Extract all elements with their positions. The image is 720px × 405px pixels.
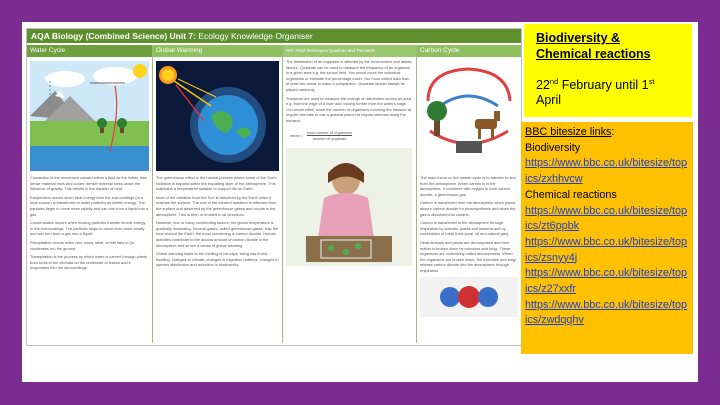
topic-info-box — [524, 24, 692, 117]
carbon-cycle-heading: Carbon Cycle — [417, 45, 521, 57]
links-heading — [525, 125, 689, 141]
quadrats-heading: RPI: Field Techniques Quadrats and Transects — [283, 45, 416, 57]
organiser-title-rest: Ecology Knowledge Organiser — [195, 31, 313, 41]
global-warming-text-3: However, due to many contributing factors, the global temperature is gradually increasing. Several gases, called greenhouse gases, trap the heat around the Earth; the most concerning is carbon dioxide. Human activities contribute to the accuss amount of carbon dioxide in the atmosphere and so are a cause of global warming. — [156, 220, 279, 248]
date-day: 22 — [536, 78, 550, 93]
water-cycle-column — [27, 45, 153, 343]
quadrats-text-2: Transects are used to measure the change of distribution across an area e.g. from the edge of a river and moving further from the water's edge. You would either count the number of organisms touching the transect at regular intervals or use a quadrat placed at regular intervals along the transect. — [286, 95, 412, 123]
chemical-link-1[interactable]: https://www.bbc.co.uk/bitesize/topics/zt6ppbk — [525, 204, 688, 233]
greenhouse-diagram — [156, 61, 279, 171]
date-suffix-2: st — [648, 77, 655, 86]
chemical-reactions-label: Chemical reactions — [525, 188, 617, 201]
topic-title-line-2: Chemical reactions — [536, 47, 651, 61]
carbon-cycle-text-4: Dead animals and plants are decomposed and their matter is broken down by microbes and fungi. These organisms are collectively called decomposers. When the organisms are broken down, the microbes and fungi release carbon dioxide into the atmosphere through respiration. — [420, 239, 517, 273]
global-warming-text-2: Most of the radiation from the Sun is absorbed by the Earth when it reaches the surface. The rest of the infrared radiation is reflected from the surface and absorbed by the greenhouse gases and clouds in the atmosphere. This is then re-emitted in all directions. — [156, 194, 277, 217]
global-warming-column — [153, 45, 283, 343]
carbon-cycle-diagram — [420, 61, 518, 171]
global-warming-text-4: Global warming leads to the melting of ice caps, rising sea levels, flooding, changes to climate, changes in migration patterns, changes in species distribution and reduction in biodiversity. — [156, 251, 279, 268]
quadrat-photo — [286, 148, 413, 266]
organiser-title-bold: AQA Biology (Combined Science) Unit 7: — [31, 31, 196, 41]
biodiversity-link[interactable]: https://www.bbc.co.uk/bitesize/topics/zxhhvcw — [525, 157, 688, 186]
carbon-cycle-text-1: The main focus on the carbon cycle is to transfer to and from the atmosphere. When carbon is in the atmosphere, it combines with oxygen to form carbon dioxide, a greenhouse gas. — [420, 175, 516, 197]
water-cycle-text-3: Condensation occurs when moving particles transfer kinetic energy to the surroundings. The particles begin to move even more slowly and can turn from a gas into a liquid. — [30, 220, 146, 237]
global-warming-heading: Global Warming — [153, 45, 282, 57]
global-warming-text-1: The greenhouse effect is the natural process where some of the Sun's radiation is trapped within the insulating layer of the atmosphere. This maintains a temperature suitable to support life on Earth. — [156, 175, 277, 192]
water-cycle-text-4: Precipitation occurs when rain, snow, sleet, or hail falls to (or condenses on) the ground. — [30, 239, 135, 251]
water-cycle-text-2: Evaporation occurs when heat energy from the surroundings (or a heat source) is transferred to water particles as kinetic energy. The particles begin to move more rapidly and can turn from a liquid into a gas. — [30, 194, 149, 217]
water-cycle-text-5: Transpiration is the process by which water is carried through plants from roots to the stomata on the underside of leaves and it evaporates into the surroundings. — [30, 254, 148, 271]
chemical-link-2[interactable]: https://www.bbc.co.uk/bitesize/topics/zsnyy4j — [525, 235, 688, 264]
water-cycle-diagram — [30, 61, 149, 171]
organiser-title — [27, 29, 521, 43]
links-heading-colon: : — [611, 126, 615, 138]
biodiversity-label: Biodiversity — [525, 141, 581, 154]
water-cycle-text-1: Convection is the movement caused within a fluid as the hotter, less dense material rises and colder, denser material sinks under the influence of gravity. This results in the transfer of heat. — [30, 175, 147, 192]
date-end: April — [536, 93, 562, 108]
quadrats-column — [283, 45, 417, 343]
water-cycle-heading: Water Cycle — [27, 45, 152, 57]
quadrats-text-1: The distribution of an organism is affected by the environment and abiotic factors. Quadrats can be used to measure the frequency of an organism in a given area e.g. the school field. You would count the individual organisms or estimate the percentage cover. You must collect data from at least two areas to make a comparison. Quadrats should always be placed randomly. — [286, 59, 413, 92]
date-middle: February until 1 — [558, 78, 649, 93]
formula-numerator: total number of organisms — [307, 129, 353, 135]
formula-denominator: number of quadrats — [312, 136, 347, 142]
chemical-link-4[interactable]: https://www.bbc.co.uk/bitesize/topics/zwdqqhv — [525, 298, 688, 327]
bbc-links-box — [521, 122, 693, 354]
formula-mean-label: mean = — [290, 132, 304, 138]
topic-title — [536, 30, 680, 62]
knowledge-organiser — [26, 28, 522, 346]
carbon-cycle-text-3: Carbon is transferred to the atmosphere through respiration by animals, plants and bacteria and by combustion of fossil fuels (coal, oil and natural gas). — [420, 220, 510, 237]
topic-title-line-1: Biodiversity & — [536, 31, 621, 45]
mean-formula — [290, 130, 413, 142]
date-suffix-1: nd — [549, 77, 559, 86]
carbon-cycle-column — [417, 45, 521, 343]
co2-molecule — [420, 277, 518, 317]
carbon-cycle-text-2: Carbon is transferred from the atmosphere when plants absorb carbon dioxide for photosynthesis and when the gas is dissolved into oceans. — [420, 200, 516, 217]
date-range — [536, 74, 680, 108]
chemical-link-3[interactable]: https://www.bbc.co.uk/bitesize/topics/z27xxfr — [525, 267, 688, 296]
links-heading-text: BBC bitesize links — [525, 126, 612, 138]
